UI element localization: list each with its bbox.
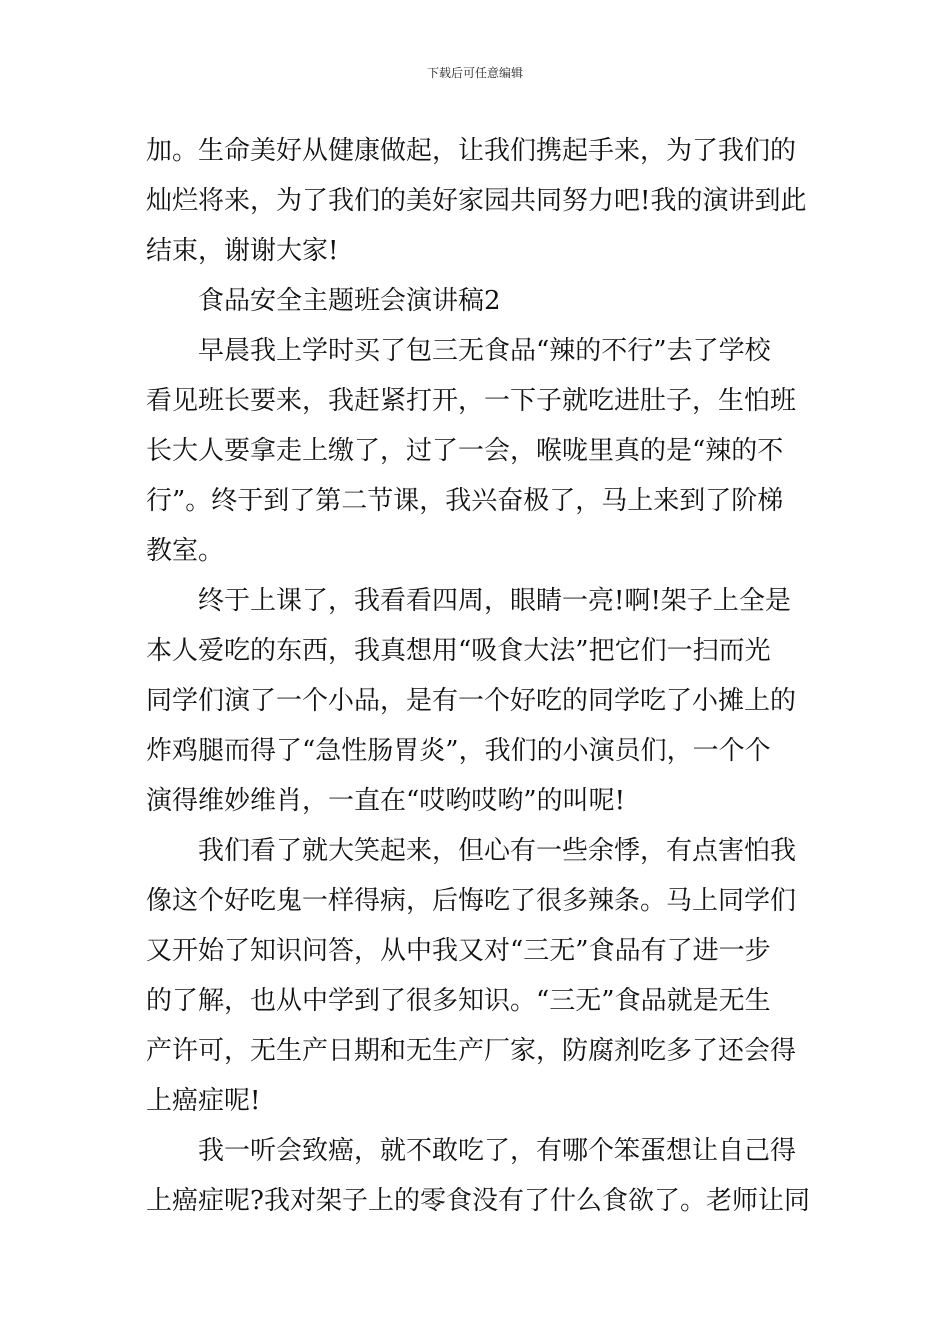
text-line: 产许可，无生产日期和无生产厂家，防腐剂吃多了还会得 xyxy=(146,1036,797,1066)
page-header-note: 下载后可任意编辑 xyxy=(426,66,523,80)
text-line: 又开始了知识问答，从中我又对“三无”食品有了进一步 xyxy=(146,936,771,966)
text-line: 行”。终于到了第二节课，我兴奋极了，马上来到了阶梯 xyxy=(146,486,784,516)
text-line: 结束，谢谢大家! xyxy=(146,236,339,266)
text-line: 教室。 xyxy=(146,536,225,566)
text-line: 看见班长要来，我赶紧打开，一下子就吃进肚子，生怕班 xyxy=(146,386,797,416)
text-line: 加。生命美好从健康做起，让我们携起手来，为了我们的 xyxy=(146,136,797,166)
section-heading: 食品安全主题班会演讲稿2 xyxy=(198,286,501,316)
text-line: 像这个好吃鬼一样得病，后悔吃了很多辣条。马上同学们 xyxy=(146,886,797,916)
text-line: 的了解，也从中学到了很多知识。“三无”食品就是无生 xyxy=(146,986,771,1016)
paragraph-start-line: 我一听会致癌，就不敢吃了，有哪个笨蛋想让自己得 xyxy=(198,1136,797,1166)
text-line: 灿烂将来，为了我们的美好家园共同努力吧!我的演讲到此 xyxy=(146,186,807,216)
paragraph-start-line: 我们看了就大笑起来，但心有一些余悸，有点害怕我 xyxy=(198,836,797,866)
paragraph-start-line: 终于上课了，我看看四周，眼睛一亮!啊!架子上全是 xyxy=(198,586,791,616)
text-line: 上癌症呢?我对架子上的零食没有了什么食欲了。老师让同 xyxy=(146,1186,810,1216)
text-line: 上癌症呢! xyxy=(146,1086,261,1116)
paragraph-start-line: 早晨我上学时买了包三无食品“辣的不行”去了学校 xyxy=(198,336,771,366)
text-line: 炸鸡腿而得了“急性肠胃炎”，我们的小演员们，一个个 xyxy=(146,736,771,766)
document-body xyxy=(146,126,810,1226)
text-line: 同学们演了一个小品，是有一个好吃的同学吃了小摊上的 xyxy=(146,686,797,716)
text-line: 本人爱吃的东西，我真想用“吸食大法”把它们一扫而光 xyxy=(146,636,771,666)
text-line: 演得维妙维肖，一直在“哎哟哎哟”的叫呢! xyxy=(146,786,626,816)
text-line: 长大人要拿走上缴了，过了一会，喉咙里真的是“辣的不 xyxy=(146,436,784,466)
